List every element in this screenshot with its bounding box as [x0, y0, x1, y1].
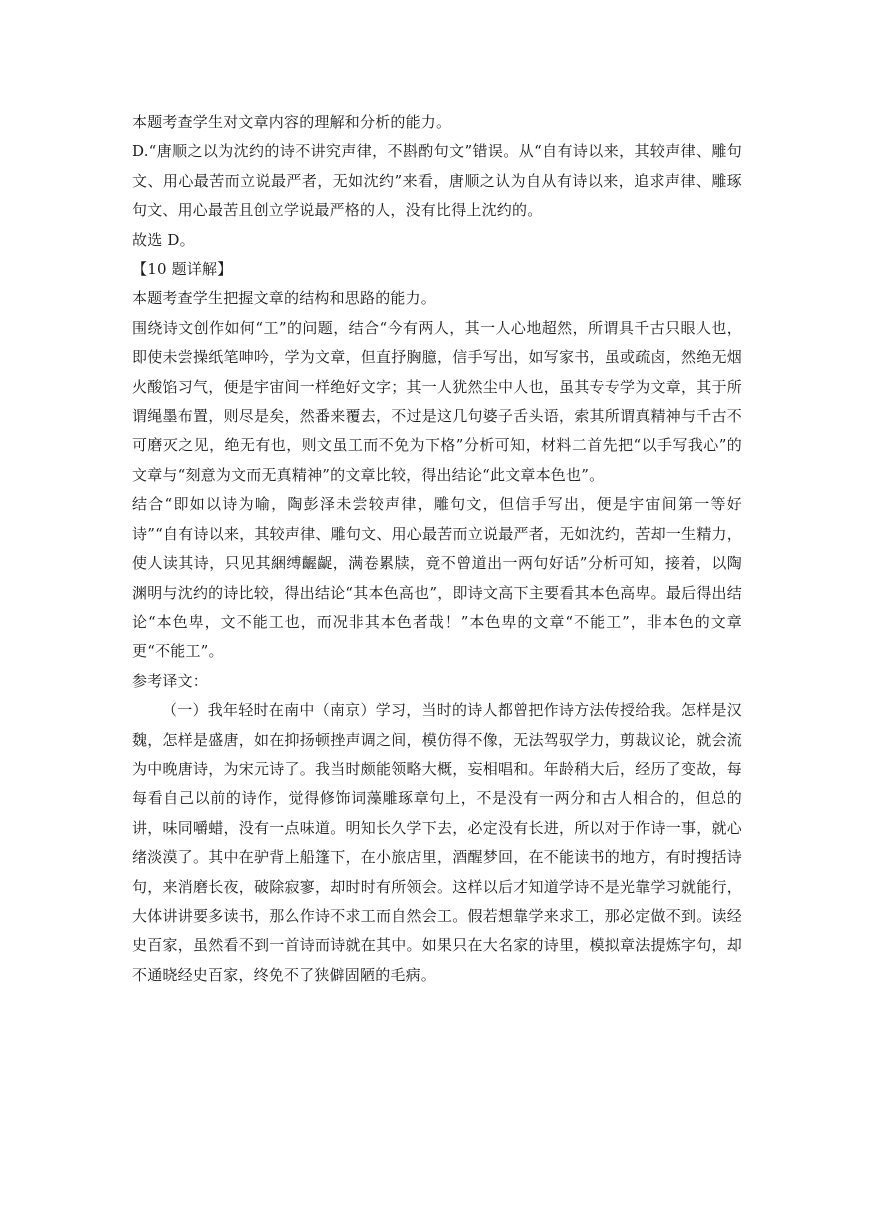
- paragraph-answer: 故选 D。: [132, 230, 195, 249]
- paragraph-q10-analysis-2: 结合“即如以诗为喻，陶彭泽未尝较声律，雕句文，但信手写出，便是宇宙间第一等好诗”“自有诗以来，其较声律、雕句文、用心最苦而立说最严者，无如沈约，苦却一生精力，使人读其诗，只见其綑缚齷齪，满卷累牍，竟不曾道出一两句好话”分析可知，接着，以陶渊明与沈约的诗比较，得出结论“其本色高也”，即诗文高下主要看其本色高卑。最后得出结论“本色卑，文不能工也，而况非其本色者哉！”本色卑的文章“不能工”，非本色的文章更“不能工”。: [132, 495, 742, 661]
- paragraph-translation-1: （一）我年轻时在南中（南京）学习，当时的诗人都曾把作诗方法传授给我。怎样是汉魏，怎样是盛唐，如在抑扬顿挫声调之间，模仿得不像，无法驾驭学力，剪裁议论，就会流为中晚唐诗，为宋元诗了。我当时颇能领略大概，妄相唱和。年龄稍大后，经历了变故，每每看自己以前的诗作，觉得修饰词藻雕琢章句上，不是没有一两分和古人相合的，但总的讲，味同嚼蜡，没有一点味道。明知长久学下去，必定没有长进，所以对于作诗一事，就心绪淡漠了。其中在驴背上船篷下，在小旅店里，酒醒梦回，在不能读书的地方，有时搜括诗句，来消磨长夜，破除寂寥，却时时有所领会。这样以后才知道学诗不是光靠学习就能行，大体讲讲要多读书，那么作诗不求工而自然会工。假若想靠学来求工，那必定做不到。读经史百家，虽然看不到一首诗而诗就在其中。如果只在大名家的诗里，模拟章法提炼字句，却不通晓经史百家，终免不了狭僻固陋的毛病。: [132, 701, 742, 984]
- paragraph-q10-analysis-1: 围绕诗文创作如何“工”的问题，结合“今有两人，其一人心地超然，所谓具千古只眼人也，即使未尝操纸笔呻吟，学为文章，但直抒胸臆，信手写出，如写家书，虽或疏卤，然绝无烟火酸馅习气，便是宇宙间一样绝好文字；其一人犹然尘中人也，虽其专专学为文章，其于所谓绳墨布置，则尽是矣，然番来覆去，不过是这几句婆子舌头语，索其所谓真精神与千古不可磨灭之见，绝无有也，则文虽工而不免为下格”分析可知，材料二首先把“以手写我心”的文章与“刻意为文而无真精神”的文章比较，得出结论“此文章本色也”。: [132, 318, 742, 484]
- paragraph-translation-label: 参考译文：: [132, 671, 209, 690]
- document-body: [132, 108, 742, 990]
- paragraph-q10-intro: 本题考查学生把握文章的结构和思路的能力。: [132, 289, 437, 308]
- paragraph-analysis-intro: 本题考查学生对文章内容的理解和分析的能力。: [132, 113, 452, 131]
- paragraph-option-d: D.“唐顺之以为沈约的诗不讲究声律，不斟酌句文”错误。从“自有诗以来，其较声律、雕句文、用心最苦而立说最严者，无如沈约”来看，唐顺之认为自从有诗以来，追求声律、雕琢句文、用心最苦且创立学说最严格的人，没有比得上沈约的。: [132, 142, 742, 220]
- section-heading-q10: 【10 题详解】: [132, 260, 233, 279]
